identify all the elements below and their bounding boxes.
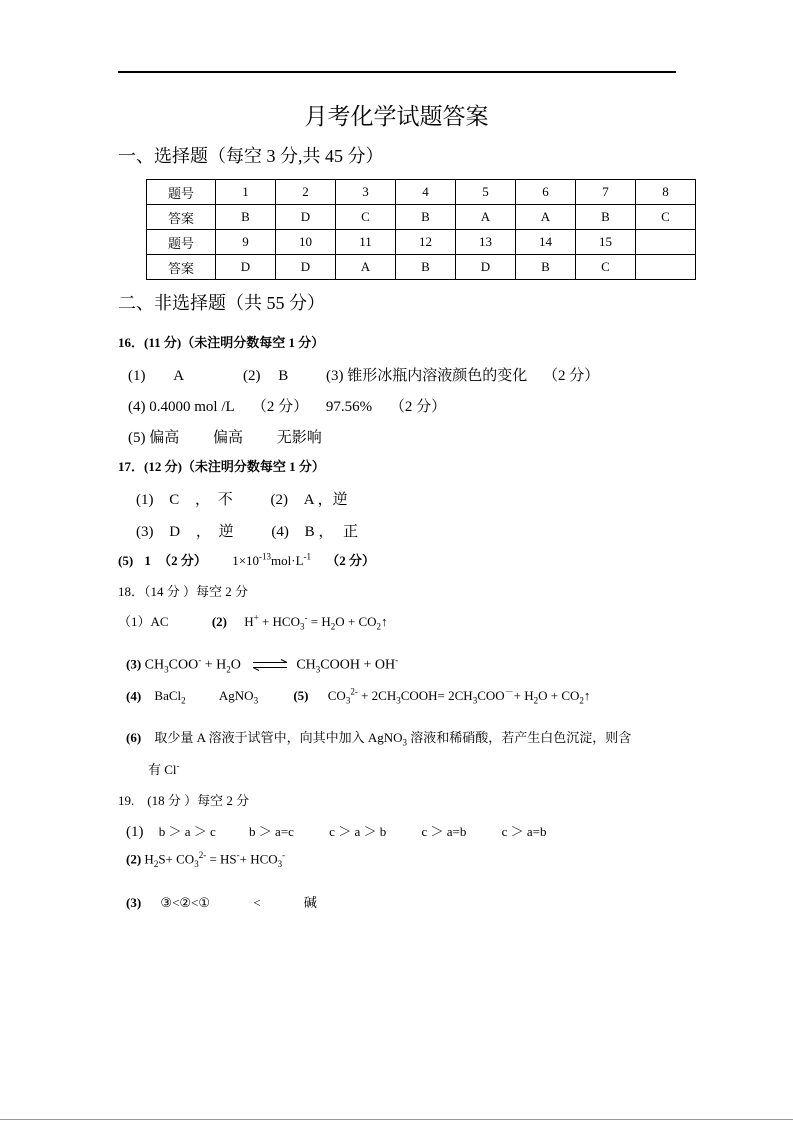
q16-line-3 <box>128 426 322 447</box>
q16-l3-a: (5) 偏高 <box>128 430 180 446</box>
table-header-cell: 题号 <box>147 230 216 255</box>
q18-l2-a: (3) <box>126 656 142 672</box>
table-cell: B <box>216 205 276 230</box>
q18-l2-b2: COO <box>168 657 199 673</box>
section-2-heading: 二、非选择题（共 55 分） <box>118 293 325 313</box>
q18-l2-c2-sup: - <box>395 655 399 665</box>
page-title: 月考化学试题答案 <box>304 104 489 129</box>
q18-l2-b-sub: 3 <box>164 664 169 675</box>
q18-l1-c2-sup: - <box>304 612 308 623</box>
q19-l1-b: b ＞ a ＞ c <box>158 824 216 839</box>
q16-line-2 <box>128 395 446 416</box>
q18-l2-b2-sup: - <box>198 655 202 665</box>
q17-l2-f: B <box>304 524 315 540</box>
q17-l1-e: (2) <box>270 492 289 508</box>
q17-l2-d: 逆 <box>218 524 234 540</box>
q16-l1-b: A <box>173 368 184 384</box>
q18-l2-c: CH <box>296 657 316 673</box>
q18-line-2 <box>126 655 398 674</box>
q19-l2-b4-sup: - <box>282 850 286 860</box>
equilibrium-arrows-icon <box>252 659 288 671</box>
table-header-cell: 答案 <box>147 255 216 280</box>
q16-l1-c: (2) <box>243 368 261 384</box>
q18-l1-c2-sub: 3 <box>299 621 305 632</box>
q18-l3-e: CO <box>327 688 346 704</box>
table-cell: B <box>516 255 576 280</box>
q18-l3-f: + 2CH <box>357 688 397 704</box>
table-cell: C <box>636 205 696 230</box>
q18-l1-a: （1）AC <box>118 614 169 629</box>
q16-l2-c: 97.56% <box>325 399 373 415</box>
q17-l3-f: （2 分） <box>326 553 376 568</box>
q19-l1-c: b ＞ a=c <box>249 824 294 839</box>
q19-l3-d: 碱 <box>303 895 317 910</box>
q19-l2-b3: = HS <box>206 851 237 867</box>
q18-l3-c: AgNO <box>218 688 254 704</box>
q17-l2-h: 正 <box>343 524 359 540</box>
q19-l2-b4: + HCO <box>239 851 278 867</box>
table-cell: 14 <box>516 230 576 255</box>
table-cell: B <box>396 205 456 230</box>
table-cell: 2 <box>276 180 336 205</box>
q18-l3-f3-sup: － <box>504 687 514 697</box>
table-cell <box>636 255 696 280</box>
q18-l5-a: 有 Cl <box>148 762 177 777</box>
q18-l1-b: (2) <box>211 614 227 629</box>
q17-line-1 <box>136 488 348 509</box>
q17-l2-e: (4) <box>271 524 289 540</box>
q19-line-1 <box>126 821 546 841</box>
q16-l2-b: （2 分） <box>251 399 309 415</box>
q18-l1-c5: ↑ <box>381 614 388 629</box>
q17-l3-d-sup: -13 <box>259 551 272 562</box>
q18-l3-b-sub: 2 <box>181 695 186 706</box>
table-cell: 11 <box>336 230 396 255</box>
q17-line-3 <box>118 550 375 569</box>
q19-title: 19. (18 分 ）每空 2 分 <box>118 793 250 808</box>
q18-line-4 <box>126 727 631 748</box>
q18-title: 18．（14 分 ）每空 2 分 <box>118 584 249 599</box>
table-cell: 7 <box>576 180 636 205</box>
q19-l2-b2-sub: 3 <box>194 858 199 869</box>
q16-l2-d: （2 分） <box>389 399 447 415</box>
q17-l2-a: (3) <box>136 524 154 540</box>
table-cell: 15 <box>576 230 636 255</box>
q17-title: 17．(12 分)（未注明分数每空 1 分） <box>118 459 325 474</box>
q19-l1-d: c ＞ a ＞ b <box>329 824 387 839</box>
q17-l2-g: ， <box>318 524 334 540</box>
answer-table <box>146 179 696 280</box>
q18-l3-b: BaCl <box>154 688 182 704</box>
table-cell: 4 <box>396 180 456 205</box>
table-cell: 13 <box>456 230 516 255</box>
q18-l1-c3: = H <box>307 614 331 629</box>
q17-line-2 <box>136 520 358 541</box>
q18-l3-f5-sub: 2 <box>579 695 584 706</box>
table-cell: B <box>396 255 456 280</box>
q18-l4-b2: 溶液和稀硝酸，若产生白色沉淀，则含 <box>407 730 632 745</box>
q19-l2-b3-sup: - <box>236 850 240 860</box>
table-cell: D <box>456 255 516 280</box>
table-row <box>147 230 696 255</box>
q19-l2-b4-sub: 3 <box>277 858 283 869</box>
q17-l3-d-base: 1×10 <box>232 553 260 568</box>
table-row <box>147 205 696 230</box>
q18-l2-b3-sub: 2 <box>226 664 231 675</box>
q19-line-2 <box>126 850 285 869</box>
header-rule <box>118 71 676 73</box>
q18-l2-b3: + H <box>201 657 227 673</box>
table-cell <box>636 230 696 255</box>
q18-l3-f2-sub: 3 <box>472 695 478 706</box>
q16-line-1 <box>128 364 599 385</box>
q19-l1-f: c ＞ a=b <box>501 824 547 839</box>
q17-l3-b: 1 <box>144 553 151 568</box>
q18-l3-f4: + H <box>513 688 534 704</box>
q18-line-1 <box>118 611 388 632</box>
table-cell: 12 <box>396 230 456 255</box>
table-cell: D <box>216 255 276 280</box>
q18-l3-f2: COOH= 2CH <box>400 688 473 704</box>
q18-l2-b: CH <box>141 657 165 673</box>
q17-l1-f: A <box>303 492 314 508</box>
table-row <box>147 180 696 205</box>
q16-l3-c: 无影响 <box>276 430 322 446</box>
table-cell: 1 <box>216 180 276 205</box>
q18-l1-c1: H <box>244 614 254 629</box>
q18-l1-eq <box>244 612 388 632</box>
table-cell: A <box>456 205 516 230</box>
table-cell: D <box>276 255 336 280</box>
q17-l3-c: （2 分） <box>158 553 207 568</box>
q18-l3-e-sub: 3 <box>345 695 351 706</box>
table-cell: 6 <box>516 180 576 205</box>
section-1-heading: 一、选择题（每空 3 分,共 45 分） <box>118 146 384 166</box>
table-cell: 10 <box>276 230 336 255</box>
q18-l1-c3-sub: 2 <box>330 621 336 632</box>
q19-l3-b: ③<②<① <box>160 895 211 910</box>
q17-l2-b: D <box>169 524 181 540</box>
table-cell: 3 <box>336 180 396 205</box>
q18-l3-c-sub: 3 <box>253 695 259 706</box>
table-cell: A <box>336 255 396 280</box>
q16-l1-e: (3) 锥形冰瓶内溶液颜色的变化 <box>326 368 528 384</box>
q17-l3-e-sup: -1 <box>303 551 312 562</box>
q18-l2-b4: O <box>230 657 241 673</box>
q18-l1-c4-sub: 2 <box>376 621 381 632</box>
table-row <box>147 255 696 280</box>
q18-l3-f-sub: 3 <box>396 695 401 706</box>
q19-line-3 <box>126 892 317 911</box>
table-cell: B <box>576 205 636 230</box>
q19-l2-b2: S+ CO <box>158 851 195 867</box>
q17-l1-a: (1) <box>136 492 154 508</box>
q16-title: 16．(11 分)（未注明分数每空 1 分） <box>118 335 325 350</box>
q19-l1-e: c ＞ a=b <box>421 824 467 839</box>
q18-l1-c2: + HCO <box>258 614 300 629</box>
q18-l4-b: 取少量 A 溶液于试管中，向其中加入 AgNO <box>154 730 403 745</box>
q18-l3-b-wrap <box>154 688 186 706</box>
q18-l2-c2: COOH + OH <box>320 657 396 673</box>
q18-l3-f6: ↑ <box>583 688 591 704</box>
q18-l3-f3: COO <box>477 688 505 704</box>
q18-l2-c-sub: 3 <box>315 664 321 675</box>
q18-l3-eq <box>327 687 591 706</box>
q17-l1-b: C <box>169 492 180 508</box>
q18-l1-c4: O + CO <box>335 614 377 629</box>
q18-l4-a: (6) <box>126 730 142 745</box>
table-header-cell: 答案 <box>147 205 216 230</box>
q19-l2-a: (2) <box>126 851 142 867</box>
q18-l3-f5: O + CO <box>538 688 580 704</box>
q19-l2-b: H <box>141 851 154 867</box>
q18-l4-b-sub: 3 <box>402 737 408 748</box>
footer-rule <box>0 1119 793 1120</box>
table-cell: A <box>516 205 576 230</box>
q18-l3-e-sup: 2- <box>350 687 358 697</box>
q17-l1-d: 不 <box>217 492 233 508</box>
table-cell: 9 <box>216 230 276 255</box>
q19-l2-b2-sup: 2- <box>198 850 207 860</box>
q17-l2-c: ， <box>195 524 211 540</box>
q17-l1-g: ，逆 <box>317 492 348 508</box>
q18-l3-d: (5) <box>293 688 309 704</box>
q18-l5-a-sup: - <box>176 760 180 771</box>
q16-l3-b: 偏高 <box>213 430 244 446</box>
q18-l3-f4-sub: 2 <box>533 695 539 706</box>
table-cell: 8 <box>636 180 696 205</box>
table-cell: D <box>276 205 336 230</box>
q18-l3-c-wrap <box>218 688 259 706</box>
table-cell: 5 <box>456 180 516 205</box>
q17-l3-d <box>232 553 311 568</box>
table-cell: C <box>576 255 636 280</box>
q17-l3-e: mol·L <box>271 553 304 568</box>
q17-l1-c: ， <box>195 492 211 508</box>
q16-l1-d: B <box>278 368 289 384</box>
q19-l3-a: (3) <box>126 895 142 910</box>
q18-l4-b-wrap <box>154 730 632 748</box>
q18-line-5 <box>148 759 180 778</box>
table-header-cell: 题号 <box>147 180 216 205</box>
q19-l2-b-sub: 2 <box>153 858 159 869</box>
q18-l3-a: (4) <box>126 688 142 704</box>
q18-line-3 <box>126 685 590 706</box>
q17-l3-a: (5) <box>118 553 134 568</box>
q16-l1-a: (1) <box>128 368 146 384</box>
q16-l2-a: (4) 0.4000 mol /L <box>128 399 235 415</box>
q19-l1-a: (1) <box>126 824 144 840</box>
q19-l3-c: < <box>253 895 261 910</box>
q16-l1-f: （2 分） <box>543 368 600 384</box>
q18-l1-c1-sup: + <box>253 612 259 623</box>
table-cell: C <box>336 205 396 230</box>
